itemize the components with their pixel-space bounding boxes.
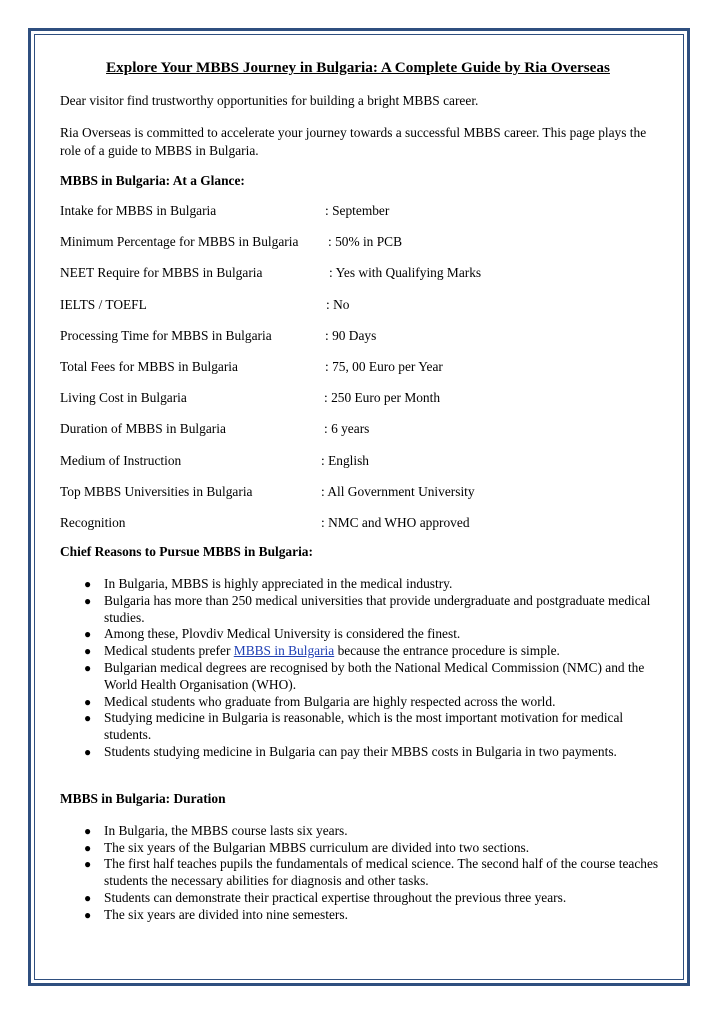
bullet-icon: ● xyxy=(84,661,92,676)
fact-value: : NMC and WHO approved xyxy=(321,514,470,530)
bullet-icon: ● xyxy=(84,857,92,872)
intro-paragraph: Ria Overseas is committed to accelerate your journey towards a successful MBBS career. This page plays the role of a guide to MBBS in Bulgaria. xyxy=(60,125,647,158)
list-item: ● The first half teaches pupils the fundamentals of medical science. The second half of the course teaches students the necessary abilities for diagnosis and other tasks. xyxy=(84,856,659,889)
fact-label: Top MBBS Universities in Bulgaria xyxy=(60,483,253,499)
fact-value: : 6 years xyxy=(324,421,370,437)
bullet-icon: ● xyxy=(84,823,92,838)
list-item: ● Students can demonstrate their practical expertise throughout the previous three years. xyxy=(84,890,567,906)
list-item: ● In Bulgaria, the MBBS course lasts six years. xyxy=(84,822,348,838)
fact-value: : All Government University xyxy=(321,483,475,499)
list-item: ● Bulgarian medical degrees are recognised by both the National Medical Commission (NMC) and the World Health Organisation (WHO). xyxy=(84,660,645,692)
fact-value: : Yes with Qualifying Marks xyxy=(329,265,482,281)
fact-value: : No xyxy=(326,296,350,312)
fact-value: : 250 Euro per Month xyxy=(324,390,441,406)
document-title: Explore Your MBBS Journey in Bulgaria: A Complete Guide by Ria Overseas xyxy=(106,59,610,76)
fact-label: Processing Time for MBBS in Bulgaria xyxy=(60,327,272,343)
fact-row xyxy=(60,390,660,406)
bullet-icon: ● xyxy=(84,840,92,855)
section-heading-glance: MBBS in Bulgaria: At a Glance: xyxy=(60,173,245,188)
bullet-icon: ● xyxy=(84,745,92,760)
bullet-icon: ● xyxy=(84,711,92,726)
reasons-list xyxy=(60,576,660,761)
fact-row xyxy=(60,453,660,469)
list-item: ● Medical students who graduate from Bulgaria are highly respected across the world. xyxy=(84,693,556,709)
list-item: ● Students studying medicine in Bulgaria can pay their MBBS costs in Bulgaria in two payments. xyxy=(84,744,617,760)
fact-label: Duration of MBBS in Bulgaria xyxy=(60,421,226,437)
fact-row xyxy=(60,328,660,344)
fact-value: : 50% in PCB xyxy=(328,234,403,250)
fact-value: : 90 Days xyxy=(325,327,377,343)
fact-row xyxy=(60,421,660,437)
fact-row xyxy=(60,265,660,281)
section-heading-duration: MBBS in Bulgaria: Duration xyxy=(60,790,226,806)
list-item: ● Medical students prefer MBBS in Bulgaria because the entrance procedure is simple. xyxy=(84,643,560,659)
fact-row xyxy=(60,203,660,219)
fact-row xyxy=(60,515,660,531)
fact-row xyxy=(60,234,660,250)
list-item: ● Among these, Plovdiv Medical University is considered the finest. xyxy=(84,626,461,642)
fact-label: IELTS / TOEFL xyxy=(60,296,147,312)
fact-label: NEET Require for MBBS in Bulgaria xyxy=(60,265,263,281)
fact-label: Intake for MBBS in Bulgaria xyxy=(60,203,217,218)
bullet-icon: ● xyxy=(84,644,92,659)
fact-row xyxy=(60,484,660,500)
bullet-icon: ● xyxy=(84,907,92,922)
duration-list xyxy=(60,823,660,924)
list-item: ● Bulgaria has more than 250 medical universities that provide undergraduate and postgraduate medical studies. xyxy=(84,592,651,625)
list-item: ● The six years of the Bulgarian MBBS curriculum are divided into two sections. xyxy=(84,839,530,855)
fact-value: : September xyxy=(325,203,390,218)
fact-value: : 75, 00 Euro per Year xyxy=(325,358,443,374)
bullet-icon: ● xyxy=(84,627,92,642)
list-item: ● Studying medicine in Bulgaria is reasonable, which is the most important motivation for medical students. xyxy=(84,710,624,743)
section-heading-reasons: Chief Reasons to Pursue MBBS in Bulgaria: xyxy=(60,544,313,560)
fact-row xyxy=(60,359,660,375)
mbbs-in-bulgaria-link[interactable]: MBBS in Bulgaria xyxy=(233,643,335,659)
bullet-icon: ● xyxy=(84,593,92,608)
bullet-icon: ● xyxy=(84,577,92,592)
fact-label: Living Cost in Bulgaria xyxy=(60,390,187,406)
fact-label: Minimum Percentage for MBBS in Bulgaria xyxy=(60,234,299,250)
fact-label: Medium of Instruction xyxy=(60,452,182,468)
list-item: ● In Bulgaria, MBBS is highly appreciated in the medical industry. xyxy=(84,576,453,592)
document-body xyxy=(60,58,660,924)
intro-paragraph: Dear visitor find trustworthy opportunities for building a bright MBBS career. xyxy=(60,93,479,108)
fact-value: : English xyxy=(321,452,369,468)
fact-label: Total Fees for MBBS in Bulgaria xyxy=(60,358,238,374)
bullet-icon: ● xyxy=(84,891,92,906)
fact-label: Recognition xyxy=(60,514,126,530)
list-item: ● The six years are divided into nine semesters. xyxy=(84,906,348,922)
fact-row xyxy=(60,297,660,313)
facts-list xyxy=(60,203,660,531)
bullet-icon: ● xyxy=(84,694,92,709)
